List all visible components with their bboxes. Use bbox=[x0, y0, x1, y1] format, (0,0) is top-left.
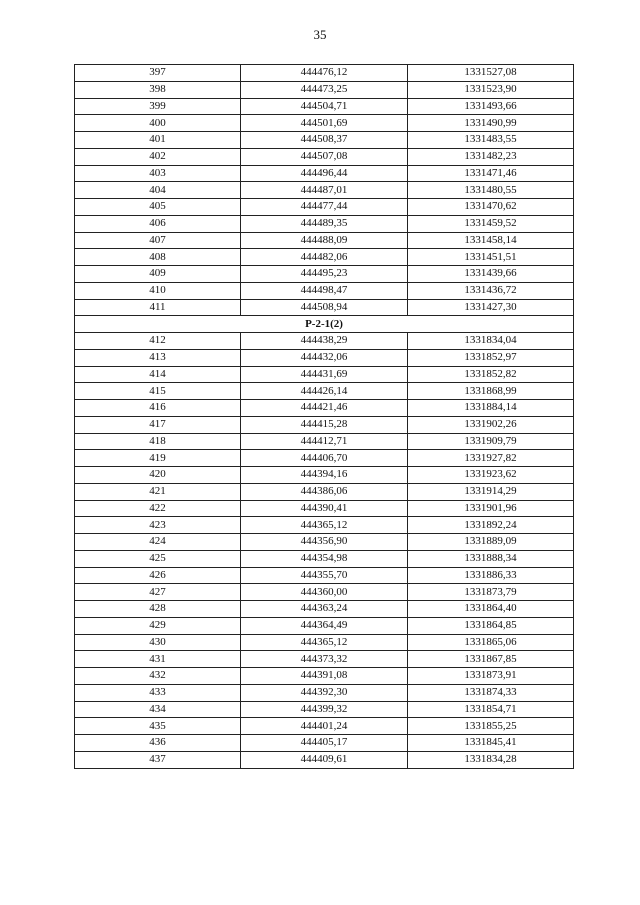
point-number-cell: 413 bbox=[75, 349, 241, 366]
table-row bbox=[75, 416, 574, 433]
x-coordinate-cell: 444364,49 bbox=[241, 617, 408, 634]
point-number-cell: 406 bbox=[75, 215, 241, 232]
point-number-cell: 403 bbox=[75, 165, 241, 182]
x-coordinate-cell: 444392,30 bbox=[241, 684, 408, 701]
point-number-cell: 416 bbox=[75, 400, 241, 417]
x-coordinate-cell: 444432,06 bbox=[241, 349, 408, 366]
table-row bbox=[75, 701, 574, 718]
table-row bbox=[75, 98, 574, 115]
point-number-cell: 433 bbox=[75, 684, 241, 701]
y-coordinate-cell: 1331482,23 bbox=[408, 148, 574, 165]
table-row bbox=[75, 199, 574, 216]
table-row bbox=[75, 684, 574, 701]
table-row bbox=[75, 567, 574, 584]
table-row bbox=[75, 215, 574, 232]
table-row bbox=[75, 148, 574, 165]
point-number-cell: 431 bbox=[75, 651, 241, 668]
point-number-cell: 414 bbox=[75, 366, 241, 383]
point-number-cell: 436 bbox=[75, 735, 241, 752]
x-coordinate-cell: 444489,35 bbox=[241, 215, 408, 232]
y-coordinate-cell: 1331527,08 bbox=[408, 65, 574, 82]
point-number-cell: 428 bbox=[75, 601, 241, 618]
y-coordinate-cell: 1331874,33 bbox=[408, 684, 574, 701]
y-coordinate-cell: 1331470,62 bbox=[408, 199, 574, 216]
y-coordinate-cell: 1331867,85 bbox=[408, 651, 574, 668]
x-coordinate-cell: 444406,70 bbox=[241, 450, 408, 467]
table-row bbox=[75, 550, 574, 567]
table-row bbox=[75, 517, 574, 534]
table-row bbox=[75, 718, 574, 735]
x-coordinate-cell: 444426,14 bbox=[241, 383, 408, 400]
point-number-cell: 418 bbox=[75, 433, 241, 450]
point-number-cell: 412 bbox=[75, 333, 241, 350]
y-coordinate-cell: 1331845,41 bbox=[408, 735, 574, 752]
y-coordinate-cell: 1331854,71 bbox=[408, 701, 574, 718]
table-row bbox=[75, 232, 574, 249]
point-number-cell: 420 bbox=[75, 467, 241, 484]
y-coordinate-cell: 1331523,90 bbox=[408, 81, 574, 98]
y-coordinate-cell: 1331886,33 bbox=[408, 567, 574, 584]
table-row bbox=[75, 282, 574, 299]
table-row bbox=[75, 333, 574, 350]
point-number-cell: 435 bbox=[75, 718, 241, 735]
y-coordinate-cell: 1331923,62 bbox=[408, 467, 574, 484]
x-coordinate-cell: 444373,32 bbox=[241, 651, 408, 668]
point-number-cell: 411 bbox=[75, 299, 241, 316]
point-number-cell: 432 bbox=[75, 668, 241, 685]
table-row bbox=[75, 383, 574, 400]
x-coordinate-cell: 444477,44 bbox=[241, 199, 408, 216]
x-coordinate-cell: 444354,98 bbox=[241, 550, 408, 567]
table-row bbox=[75, 65, 574, 82]
y-coordinate-cell: 1331889,09 bbox=[408, 534, 574, 551]
y-coordinate-cell: 1331451,51 bbox=[408, 249, 574, 266]
point-number-cell: 422 bbox=[75, 500, 241, 517]
y-coordinate-cell: 1331901,96 bbox=[408, 500, 574, 517]
page-number: 35 bbox=[313, 27, 327, 42]
y-coordinate-cell: 1331902,26 bbox=[408, 416, 574, 433]
x-coordinate-cell: 444496,44 bbox=[241, 165, 408, 182]
x-coordinate-cell: 444421,46 bbox=[241, 400, 408, 417]
point-number-cell: 407 bbox=[75, 232, 241, 249]
table-row bbox=[75, 366, 574, 383]
y-coordinate-cell: 1331892,24 bbox=[408, 517, 574, 534]
x-coordinate-cell: 444507,08 bbox=[241, 148, 408, 165]
y-coordinate-cell: 1331480,55 bbox=[408, 182, 574, 199]
section-header-row bbox=[75, 316, 574, 333]
point-number-cell: 427 bbox=[75, 584, 241, 601]
x-coordinate-cell: 444495,23 bbox=[241, 266, 408, 283]
y-coordinate-cell: 1331888,34 bbox=[408, 550, 574, 567]
y-coordinate-cell: 1331471,46 bbox=[408, 165, 574, 182]
point-number-cell: 409 bbox=[75, 266, 241, 283]
x-coordinate-cell: 444363,24 bbox=[241, 601, 408, 618]
point-number-cell: 402 bbox=[75, 148, 241, 165]
table-row bbox=[75, 132, 574, 149]
y-coordinate-cell: 1331427,30 bbox=[408, 299, 574, 316]
coordinates-table-body bbox=[75, 65, 574, 769]
point-number-cell: 429 bbox=[75, 617, 241, 634]
y-coordinate-cell: 1331436,72 bbox=[408, 282, 574, 299]
x-coordinate-cell: 444401,24 bbox=[241, 718, 408, 735]
x-coordinate-cell: 444438,29 bbox=[241, 333, 408, 350]
y-coordinate-cell: 1331459,52 bbox=[408, 215, 574, 232]
table-row bbox=[75, 400, 574, 417]
x-coordinate-cell: 444386,06 bbox=[241, 483, 408, 500]
x-coordinate-cell: 444356,90 bbox=[241, 534, 408, 551]
table-row bbox=[75, 601, 574, 618]
point-number-cell: 426 bbox=[75, 567, 241, 584]
point-number-cell: 421 bbox=[75, 483, 241, 500]
x-coordinate-cell: 444365,12 bbox=[241, 634, 408, 651]
point-number-cell: 397 bbox=[75, 65, 241, 82]
y-coordinate-cell: 1331834,04 bbox=[408, 333, 574, 350]
point-number-cell: 408 bbox=[75, 249, 241, 266]
y-coordinate-cell: 1331852,82 bbox=[408, 366, 574, 383]
y-coordinate-cell: 1331873,79 bbox=[408, 584, 574, 601]
y-coordinate-cell: 1331864,40 bbox=[408, 601, 574, 618]
table-row bbox=[75, 668, 574, 685]
point-number-cell: 405 bbox=[75, 199, 241, 216]
y-coordinate-cell: 1331493,66 bbox=[408, 98, 574, 115]
point-number-cell: 437 bbox=[75, 751, 241, 768]
x-coordinate-cell: 444476,12 bbox=[241, 65, 408, 82]
coordinates-table bbox=[74, 64, 574, 769]
table-row bbox=[75, 115, 574, 132]
x-coordinate-cell: 444415,28 bbox=[241, 416, 408, 433]
table-row bbox=[75, 249, 574, 266]
table-row bbox=[75, 634, 574, 651]
table-row bbox=[75, 584, 574, 601]
x-coordinate-cell: 444498,47 bbox=[241, 282, 408, 299]
y-coordinate-cell: 1331884,14 bbox=[408, 400, 574, 417]
y-coordinate-cell: 1331865,06 bbox=[408, 634, 574, 651]
point-number-cell: 410 bbox=[75, 282, 241, 299]
table-row bbox=[75, 735, 574, 752]
y-coordinate-cell: 1331458,14 bbox=[408, 232, 574, 249]
y-coordinate-cell: 1331909,79 bbox=[408, 433, 574, 450]
x-coordinate-cell: 444488,09 bbox=[241, 232, 408, 249]
y-coordinate-cell: 1331855,25 bbox=[408, 718, 574, 735]
table-row bbox=[75, 651, 574, 668]
y-coordinate-cell: 1331439,66 bbox=[408, 266, 574, 283]
table-row bbox=[75, 266, 574, 283]
x-coordinate-cell: 444508,94 bbox=[241, 299, 408, 316]
y-coordinate-cell: 1331914,29 bbox=[408, 483, 574, 500]
x-coordinate-cell: 444394,16 bbox=[241, 467, 408, 484]
x-coordinate-cell: 444431,69 bbox=[241, 366, 408, 383]
table-row bbox=[75, 433, 574, 450]
point-number-cell: 423 bbox=[75, 517, 241, 534]
table-row bbox=[75, 165, 574, 182]
x-coordinate-cell: 444501,69 bbox=[241, 115, 408, 132]
x-coordinate-cell: 444360,00 bbox=[241, 584, 408, 601]
table-row bbox=[75, 450, 574, 467]
point-number-cell: 404 bbox=[75, 182, 241, 199]
y-coordinate-cell: 1331483,55 bbox=[408, 132, 574, 149]
x-coordinate-cell: 444365,12 bbox=[241, 517, 408, 534]
table-row bbox=[75, 751, 574, 768]
y-coordinate-cell: 1331873,91 bbox=[408, 668, 574, 685]
x-coordinate-cell: 444482,06 bbox=[241, 249, 408, 266]
x-coordinate-cell: 444355,70 bbox=[241, 567, 408, 584]
point-number-cell: 419 bbox=[75, 450, 241, 467]
point-number-cell: 399 bbox=[75, 98, 241, 115]
y-coordinate-cell: 1331834,28 bbox=[408, 751, 574, 768]
table-row bbox=[75, 81, 574, 98]
y-coordinate-cell: 1331868,99 bbox=[408, 383, 574, 400]
x-coordinate-cell: 444409,61 bbox=[241, 751, 408, 768]
table-row bbox=[75, 617, 574, 634]
x-coordinate-cell: 444390,41 bbox=[241, 500, 408, 517]
x-coordinate-cell: 444412,71 bbox=[241, 433, 408, 450]
y-coordinate-cell: 1331490,99 bbox=[408, 115, 574, 132]
point-number-cell: 434 bbox=[75, 701, 241, 718]
point-number-cell: 430 bbox=[75, 634, 241, 651]
point-number-cell: 401 bbox=[75, 132, 241, 149]
x-coordinate-cell: 444508,37 bbox=[241, 132, 408, 149]
y-coordinate-cell: 1331852,97 bbox=[408, 349, 574, 366]
table-row bbox=[75, 182, 574, 199]
point-number-cell: 425 bbox=[75, 550, 241, 567]
y-coordinate-cell: 1331927,82 bbox=[408, 450, 574, 467]
table-row bbox=[75, 483, 574, 500]
point-number-cell: 398 bbox=[75, 81, 241, 98]
table-row bbox=[75, 467, 574, 484]
x-coordinate-cell: 444399,32 bbox=[241, 701, 408, 718]
point-number-cell: 417 bbox=[75, 416, 241, 433]
section-title: Р-2-1(2) bbox=[75, 316, 574, 333]
table-row bbox=[75, 299, 574, 316]
point-number-cell: 415 bbox=[75, 383, 241, 400]
table-row bbox=[75, 349, 574, 366]
table-row bbox=[75, 534, 574, 551]
x-coordinate-cell: 444504,71 bbox=[241, 98, 408, 115]
table-row bbox=[75, 500, 574, 517]
x-coordinate-cell: 444405,17 bbox=[241, 735, 408, 752]
y-coordinate-cell: 1331864,85 bbox=[408, 617, 574, 634]
x-coordinate-cell: 444473,25 bbox=[241, 81, 408, 98]
x-coordinate-cell: 444487,01 bbox=[241, 182, 408, 199]
x-coordinate-cell: 444391,08 bbox=[241, 668, 408, 685]
point-number-cell: 400 bbox=[75, 115, 241, 132]
point-number-cell: 424 bbox=[75, 534, 241, 551]
